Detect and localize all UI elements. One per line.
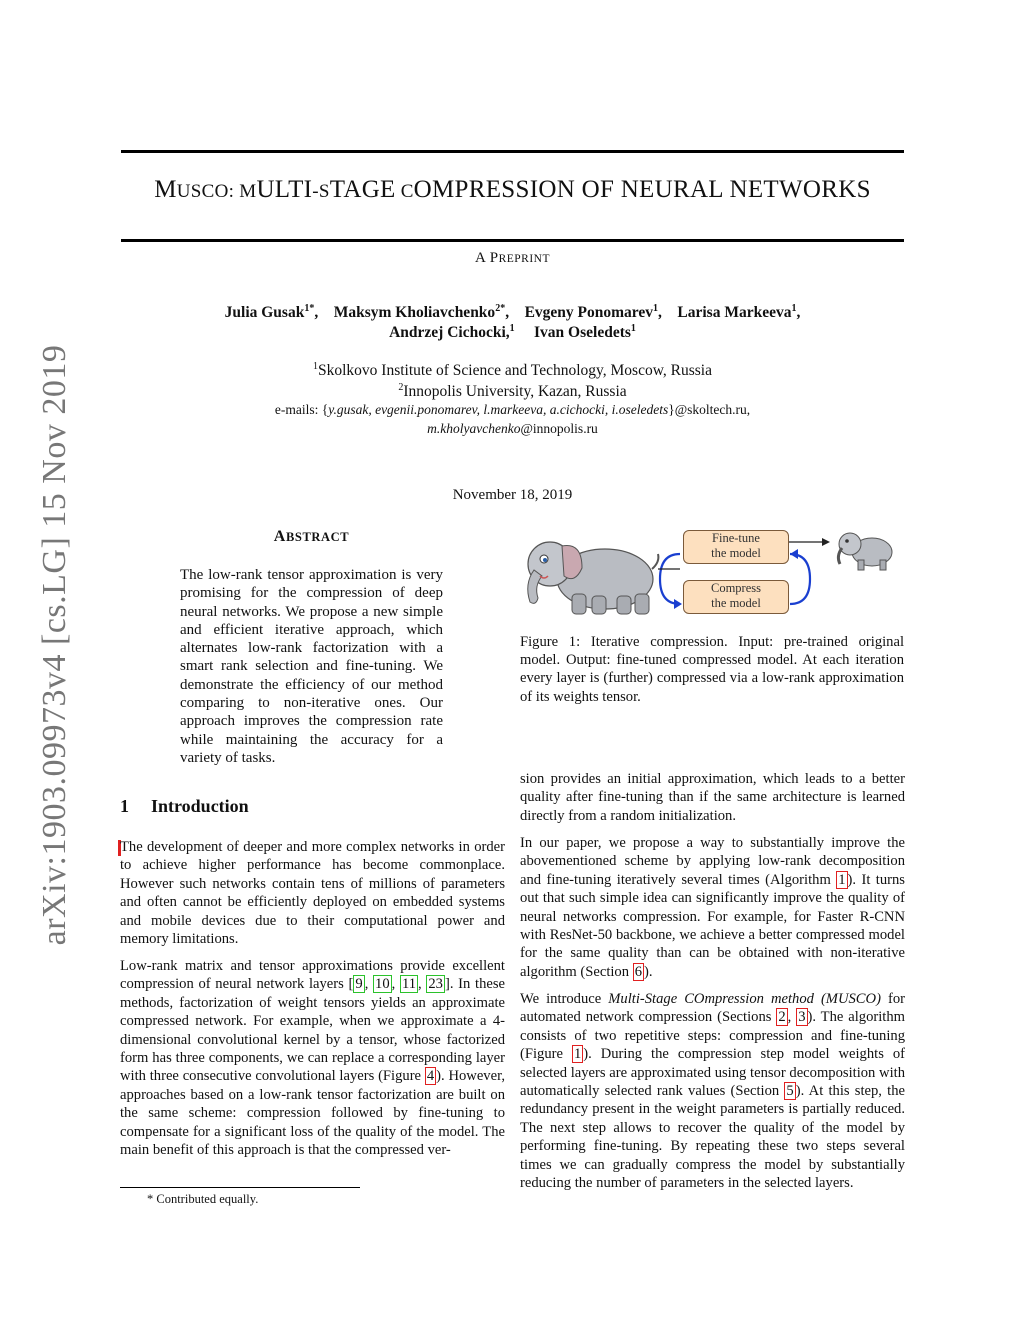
authors-line-1: Julia Gusak$^{1*}$, Maksym Kholiavchenko$^{2*}$, Evgeny Ponomarev$^1$, Larisa Markeeva$^1$, [224,303,801,322]
intro-paragraph-1: The development of deeper and more complex networks in order to achieve higher performance has become commonplace. However such networks contain tens of millions of parameters and often cannot be efficiently deployed on embedded systems and mobile devices due to their computational power and memory limitations. [120,839,505,948]
intro-paragraph-4: In our paper, we propose a way to substantially improve the abovementioned scheme by applying low-rank decomposition and fine-tuning iteratively several times (Algorithm 1 ). It turns out that such simple idea can significantly improve the quality of neural networks compression. For example, for Faster R-CNN with ResNet-50 backbone, we achieve a better compressed model for the same quality than can be obtained with non-iterative algorithm (Section 6 ). [520,835,905,980]
abstract-text: The low-rank tensor approximation is very promising for the compression of deep neural networks. We propose a new simple and efficient iterative approach, which alternates low-rank factorization with a smart rank selection and fine-tuning. We demonstrate the efficiency of our method comparing to non-iterative ones. Our approach improves the compression rate while maintaining the accuracy for a variety of tasks. [180,567,443,766]
intro-paragraph-3: sion provides an initial approximation, which leads to a better quality after fine-tuning than if the same architecture is learned directly from a random initialization. [520,771,905,824]
paper-title: MUSCO: MULTI-STAGE COMPRESSION OF NEURAL NETWORKS [154,176,871,203]
section-ref-link[interactable]: 6 [634,963,642,980]
arxiv-stamp: arXiv:1903.09973v4 [cs.LG] 15 Nov 2019 [36,344,73,946]
footnote: * Contributed equally. [147,1192,259,1206]
affiliation-2: $^2$Innopolis University, Kazan, Russia [398,382,627,401]
section-ref-link[interactable]: 2 [778,1009,786,1026]
figure-ref-link[interactable]: 4 [426,1068,435,1085]
compress-box: Compress the model [683,580,789,614]
citation-link[interactable]: 23 [428,976,443,993]
figure-1-caption: Figure 1: Iterative compression. Input: pre-trained original model. Output: fine-tuned compressed model. At each iteration every layer is (further) compressed via a low-rank approximation of its weights tensor. [520,634,904,705]
figure-1 [520,524,904,624]
title-bottom-rule [121,239,904,242]
title-top-rule [121,150,904,153]
figure-ref-link[interactable]: 1 [573,1046,582,1063]
paper-date: November 18, 2019 [452,487,573,503]
fine-tune-box: Fine-tune the model [683,530,789,564]
affiliation-1: $^1$Skolkovo Institute of Science and Technology, Moscow, Russia [313,361,712,380]
emails-line-1: e-mails: {y.gusak, evgenii.ponomarev, l.markeeva, a.cichocki, i.oseledets}@skoltech.ru, [274,402,751,417]
emails-line-2: m.kholyavchenko@innopolis.ru [427,421,598,436]
abstract-title: ABSTRACT [273,528,350,545]
elephant-large-icon [528,542,659,614]
section-heading-introduction: 1 Introduction [120,796,249,816]
footnote-rule [120,1187,360,1188]
citation-link[interactable]: 9 [355,976,363,993]
intro-paragraph-2: Low-rank matrix and tensor approximations provide excellent compression of neural network layers [ 9 , 10 , 11 , 23 ]. In these methods, factorization of weight tensors yields an approximate compressed network. For example, when we approximate a 4-dimensional convolutional kernel by a tensor, whose factorized form has three components, we can replace a corresponding layer with three consecutive convolutional layers (Figure 4 ). However, approaches based on a low-rank tensor factorization are built on the same scheme: compression followed by fine-tuning to compensate for a significant loss of the quality of the model. The main benefit of this approach is that the compressed ver- [120,958,506,1159]
citation-link[interactable]: 10 [375,976,390,993]
authors-line-2: Andrzej Cichocki,$^1$ Ivan Oseledets$^1$ [389,323,636,342]
algorithm-ref-link[interactable]: 1 [838,871,846,888]
citation-link[interactable]: 11 [401,976,417,993]
section-ref-link[interactable]: 5 [786,1083,794,1100]
section-ref-link[interactable]: 3 [798,1009,806,1026]
intro-paragraph-5: We introduce Multi-Stage COmpression method (MUSCO) for automated network compression (Sections 2 , 3 ). The algorithm consists of two repetitive steps: compression and fine-tuning (Figure 1 ). During the compression step model weights of selected layers are approximated using tensor decomposition with automatically selected rank values (Section 5 ). At this step, the redundancy present in the weight parameters is partially reduced. The next step allows to recover the quality of the model by performing fine-tuning. By repeating these two steps several times we can gradually compress the model by substantially reducing the number of parameters in the selected layers. [520,991,906,1192]
elephant-small-icon [838,533,892,570]
preprint-label: A PREPRINT [474,250,551,266]
